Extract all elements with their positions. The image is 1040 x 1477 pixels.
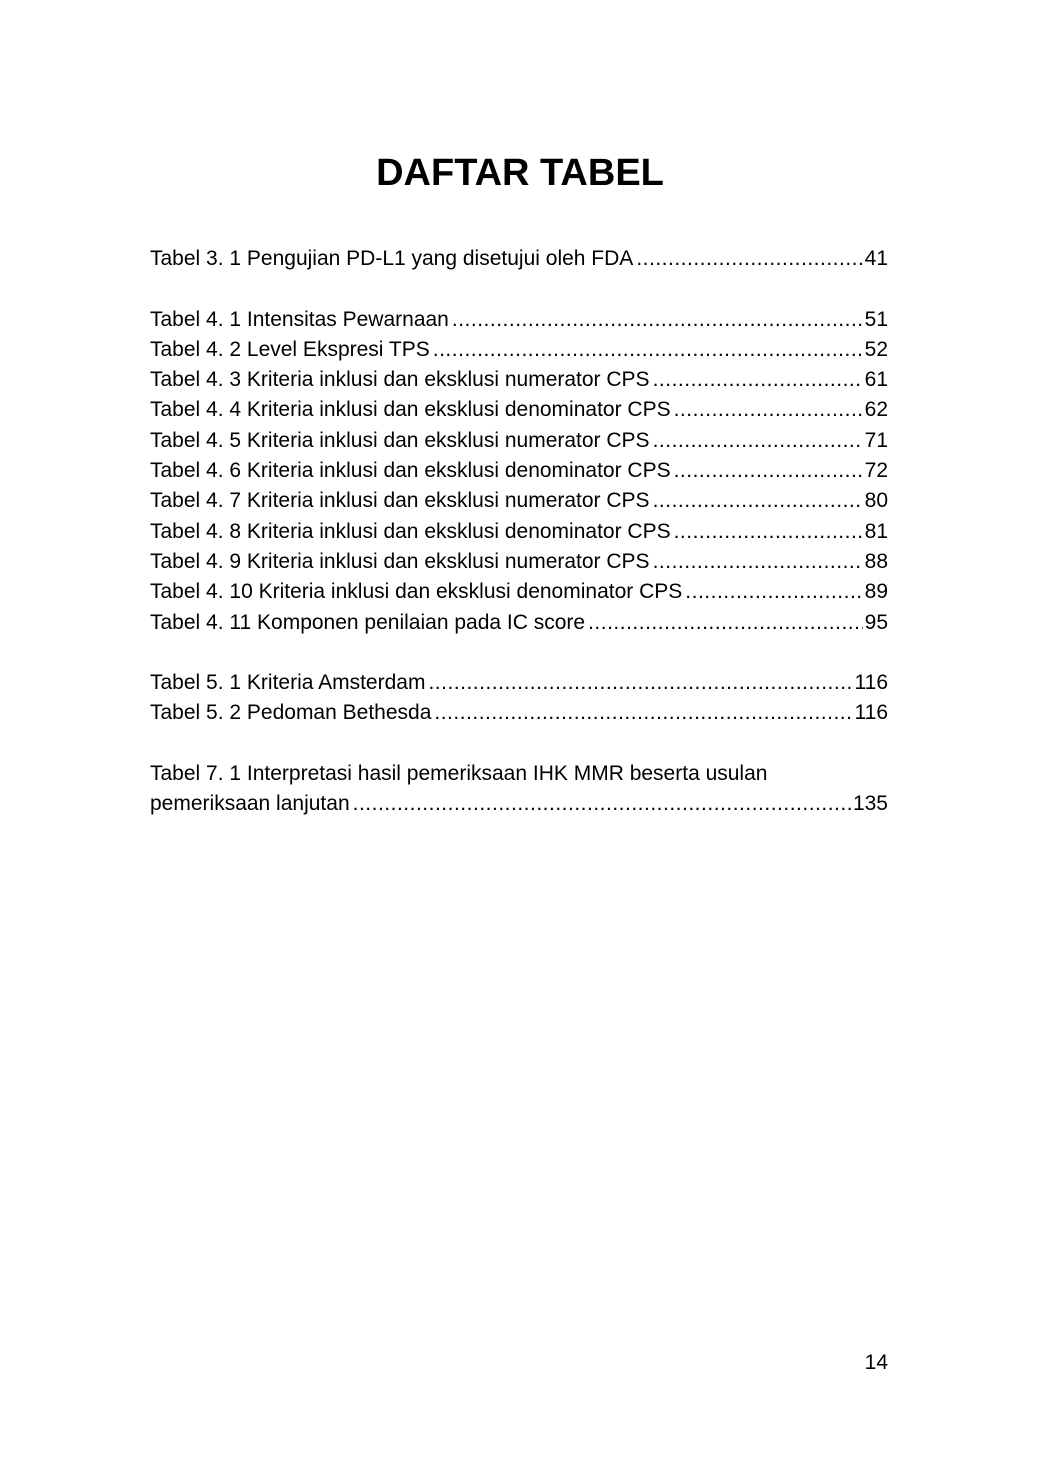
- dot-leader: [674, 517, 863, 547]
- toc-entry[interactable]: [150, 547, 888, 577]
- dot-leader: [428, 668, 852, 698]
- toc-entry-page: 71: [864, 428, 888, 452]
- dot-leader: [653, 365, 863, 395]
- toc-entry-page: 52: [864, 337, 888, 361]
- dot-leader: [434, 698, 852, 728]
- page-number: 14: [864, 1351, 888, 1374]
- toc-group-chapter-7: [150, 759, 888, 820]
- toc-entry[interactable]: [150, 244, 888, 274]
- table-of-tables: [150, 244, 888, 850]
- dot-leader: [636, 244, 862, 274]
- toc-entry[interactable]: [150, 395, 888, 425]
- toc-entry-page: 89: [864, 580, 888, 604]
- toc-entry-page: 135: [852, 792, 888, 816]
- toc-entry-label: Tabel 4. 1 Intensitas Pewarnaan: [150, 307, 449, 331]
- toc-entry[interactable]: [150, 517, 888, 547]
- toc-entry-label: Tabel 5. 1 Kriteria Amsterdam: [150, 671, 426, 695]
- toc-entry[interactable]: [150, 305, 888, 335]
- toc-entry-page: 51: [864, 307, 888, 331]
- toc-entry-label: Tabel 4. 2 Level Ekspresi TPS: [150, 337, 430, 361]
- toc-entry[interactable]: [150, 486, 888, 516]
- toc-entry-page: 62: [864, 398, 888, 422]
- dot-leader: [653, 547, 863, 577]
- toc-entry-page: 81: [864, 519, 888, 543]
- toc-entry-page: 116: [854, 701, 888, 725]
- toc-entry[interactable]: [150, 577, 888, 607]
- toc-entry-label: Tabel 4. 4 Kriteria inklusi dan eksklusi denominator CPS: [150, 398, 671, 422]
- toc-entry-page: 61: [864, 368, 888, 392]
- toc-entry-label: Tabel 4. 11 Komponen penilaian pada IC score: [150, 610, 586, 634]
- toc-entry-page: 80: [864, 489, 888, 513]
- toc-entry-label: Tabel 4. 9 Kriteria inklusi dan eksklusi numerator CPS: [150, 549, 650, 573]
- toc-entry-page: 116: [854, 671, 888, 695]
- dot-leader: [653, 486, 863, 516]
- toc-entry-label: pemeriksaan lanjutan: [150, 792, 350, 816]
- toc-entry-label: Tabel 3. 1 Pengujian PD-L1 yang disetujui oleh FDA: [150, 247, 634, 270]
- toc-entry-label: Tabel 4. 10 Kriteria inklusi dan eksklusi denominator CPS: [150, 580, 683, 604]
- page-title: DAFTAR TABEL: [376, 152, 664, 194]
- toc-entry-label-line1[interactable]: Tabel 7. 1 Interpretasi hasil pemeriksaan IHK MMR beserta usulan: [150, 762, 768, 786]
- toc-entry[interactable]: [150, 456, 888, 486]
- dot-leader: [685, 577, 862, 607]
- dot-leader: [674, 456, 863, 486]
- dot-leader: [452, 305, 863, 335]
- toc-entry[interactable]: [150, 698, 888, 728]
- toc-entry[interactable]: [150, 789, 888, 819]
- toc-group-chapter-5: [150, 668, 888, 729]
- toc-entry-label: Tabel 5. 2 Pedoman Bethesda: [150, 701, 432, 725]
- dot-leader: [353, 789, 851, 819]
- dot-leader: [588, 608, 863, 638]
- toc-entry-page: 88: [864, 549, 888, 573]
- toc-entry-label: Tabel 4. 7 Kriteria inklusi dan eksklusi numerator CPS: [150, 489, 650, 513]
- toc-group-chapter-4: [150, 305, 888, 638]
- toc-entry-label: Tabel 4. 8 Kriteria inklusi dan eksklusi denominator CPS: [150, 519, 671, 543]
- toc-group-chapter-3: [150, 244, 888, 274]
- toc-entry[interactable]: [150, 365, 888, 395]
- toc-entry[interactable]: [150, 608, 888, 638]
- toc-entry[interactable]: [150, 335, 888, 365]
- toc-entry[interactable]: [150, 426, 888, 456]
- toc-entry-page: 72: [864, 459, 888, 483]
- dot-leader: [433, 335, 863, 365]
- toc-entry-label: Tabel 4. 3 Kriteria inklusi dan eksklusi numerator CPS: [150, 368, 650, 392]
- toc-entry-label: Tabel 4. 6 Kriteria inklusi dan eksklusi denominator CPS: [150, 459, 671, 483]
- toc-entry-page: 41: [864, 247, 888, 270]
- toc-entry[interactable]: [150, 668, 888, 698]
- toc-entry-label: Tabel 4. 5 Kriteria inklusi dan eksklusi numerator CPS: [150, 428, 650, 452]
- dot-leader: [653, 426, 863, 456]
- toc-entry-page: 95: [864, 610, 888, 634]
- dot-leader: [674, 395, 863, 425]
